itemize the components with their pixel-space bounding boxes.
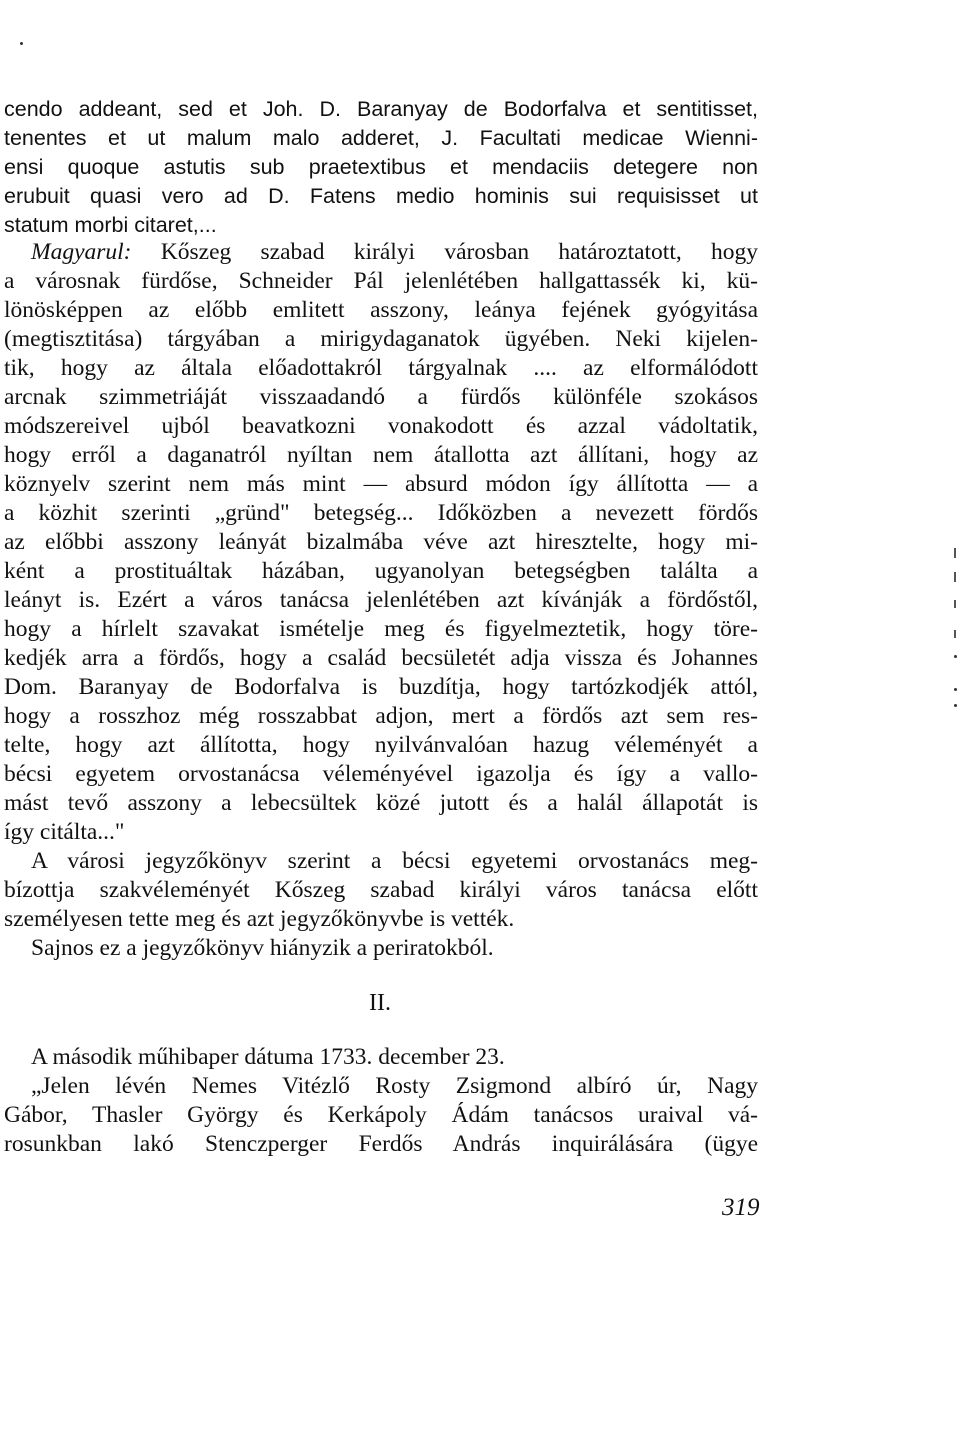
text-line: ensi quoque astutis sub praetextibus et mendaciis detegere non <box>4 155 758 179</box>
margin-dot <box>954 655 957 658</box>
text-line: bízottja szakvéleményét Kőszeg szabad királyi város tanácsa előtt <box>4 877 758 903</box>
text-line: erubuit quasi vero ad D. Fatens medio hominis sui requisisset ut <box>4 184 758 208</box>
text-line: tik, hogy az általa előadottakról tárgyalnak .... az elformálódott <box>4 355 758 381</box>
text-line: Sajnos ez a jegyzőkönyv hiányzik a periratokból. <box>31 935 494 961</box>
text-line: hogy a hírlelt szavakat ismételje meg és figyelmeztetik, hogy töre- <box>4 616 758 642</box>
section-heading: II. <box>369 990 391 1016</box>
text-line: A városi jegyzőkönyv szerint a bécsi egyetemi orvostanács meg- <box>31 848 758 874</box>
margin-dot <box>20 42 23 45</box>
text-line: ként a prostituáltak házában, ugyanolyan betegségben találta a <box>4 558 758 584</box>
text-line: hogy erről a daganatról nyíltan nem átallotta azt állítani, hogy az <box>4 442 758 468</box>
text-line: Magyarul: Kőszeg szabad királyi városban határoztatott, hogy <box>31 239 758 265</box>
text-line: cendo addeant, sed et Joh. D. Baranyay de Bodorfalva et sentitisset, <box>4 97 758 121</box>
text-line: tenentes et ut malum malo adderet, J. Facultati medicae Wienni- <box>4 126 758 150</box>
text-line: a városnak fürdőse, Schneider Pál jelenlétében hallgattassék ki, kü- <box>4 268 758 294</box>
text-line: az előbbi asszony leányát bizalmába véve azt hiresztelte, hogy mi- <box>4 529 758 555</box>
text-line: „Jelen lévén Nemes Vitézlő Rosty Zsigmond albíró úr, Nagy <box>31 1073 758 1099</box>
text-line: A második műhibaper dátuma 1733. december 23. <box>31 1044 505 1070</box>
margin-dot <box>954 688 957 691</box>
text-line: így citálta..." <box>4 819 125 845</box>
page-number: 319 <box>722 1194 760 1221</box>
text-line: arcnak szimmetriáját visszaadandó a fürdős különféle szokásos <box>4 384 758 410</box>
margin-mark <box>954 630 956 638</box>
text-line: köznyelv szerint nem más mint — absurd módon így állította — a <box>4 471 758 497</box>
text-line: személyesen tette meg és azt jegyzőkönyvbe is vették. <box>4 906 515 932</box>
text-line: kedjék arra a fördős, hogy a család becsületét adja vissza és Johannes <box>4 645 758 671</box>
emphasis-word: Magyarul: <box>31 239 132 265</box>
text-line: bécsi egyetem orvostanácsa véleményével igazolja és így a vallo- <box>4 761 758 787</box>
text-line: statum morbi citaret,... <box>4 213 217 237</box>
text-line: (megtisztitása) tárgyában a mirigydaganatok ügyében. Neki kijelen- <box>4 326 758 352</box>
margin-dot <box>954 704 957 707</box>
text-line: lönösképpen az előbb emlitett asszony, leánya fejének gyógyitása <box>4 297 758 323</box>
text-line: Dom. Baranyay de Bodorfalva is buzdítja, hogy tartózkodjék attól, <box>4 674 758 700</box>
text-line: hogy a rosszhoz még rosszabbat adjon, mert a fördős azt sem res- <box>4 703 758 729</box>
text-line: Gábor, Thasler György és Kerkápoly Ádám tanácsos uraival vá- <box>4 1102 758 1128</box>
text-line: módszereivel ujból beavatkozni vonakodott és azzal vádoltatik, <box>4 413 758 439</box>
margin-mark <box>954 548 956 558</box>
text-line: a közhit szerinti „gründ" betegség... Időközben a nevezett fördős <box>4 500 758 526</box>
text-line: telte, hogy azt állította, hogy nyilvánvalóan hazug véleményét a <box>4 732 758 758</box>
margin-mark <box>954 600 956 608</box>
text-line: mást tevő asszony a lebecsültek közé jutott és a halál állapotát is <box>4 790 758 816</box>
text-line: rosunkban lakó Stenczperger Ferdős András inquirálására (ügye <box>4 1131 758 1157</box>
margin-mark <box>954 572 956 582</box>
text-line: leányt is. Ezért a város tanácsa jelenlétében azt kívánják a fördőstől, <box>4 587 758 613</box>
